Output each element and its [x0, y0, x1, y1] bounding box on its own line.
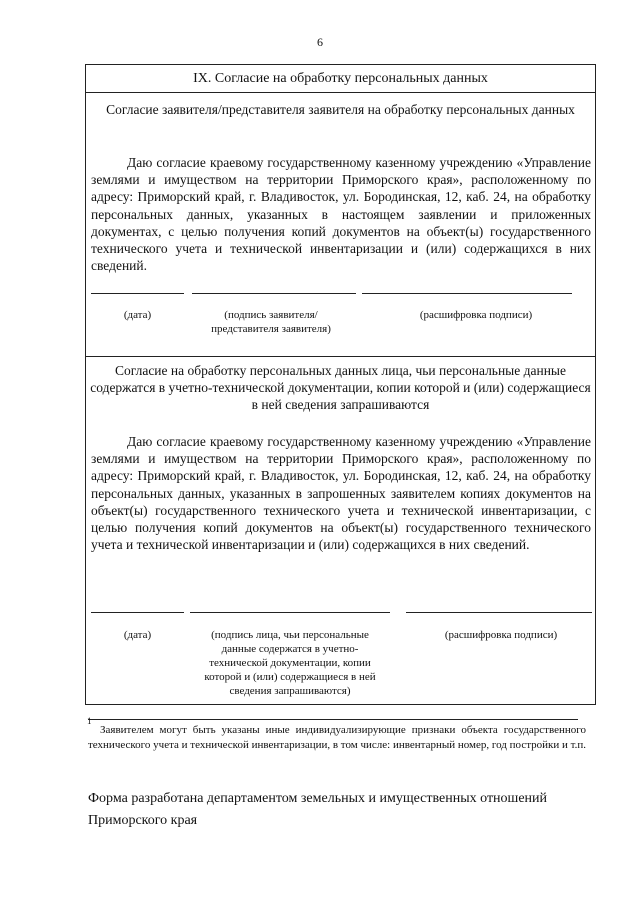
data-subject-consent-text	[91, 433, 591, 553]
applicant-consent-body: Даю согласие краевому государственному казенному учреждению «Управление землями и имуществом на территории Приморского края», расположенному по адресу: Приморский край, г. Владивосток, ул. Бородинская, 12, каб. 24, на обработку персональных данных, указанных в настоящем заявлении и приложенных документах, с целью получения копий документов на объект(ы) государственного технического учета и технической инвентаризации и (или) содержащихся в них сведений.	[91, 155, 591, 274]
page-number: 6	[317, 35, 323, 49]
consent-applicant-section	[85, 64, 596, 358]
signature-decode-line	[362, 293, 572, 294]
consent-data-subject-section	[85, 356, 596, 705]
applicant-consent-heading: Согласие заявителя/представителя заявителя на обработку персональных данных	[106, 102, 575, 117]
footnote-divider	[88, 719, 578, 720]
signature-line	[192, 293, 356, 294]
signature-label: (подпись лица, чьи персональные данные содержатся в учетно-технической документации, копии которой и (или) содержащиеся в ней сведения запрашиваются)	[204, 629, 376, 697]
signature-line	[190, 612, 390, 613]
signature-decode-line	[406, 612, 592, 613]
footnote-text: Заявителем могут быть указаны иные индивидуализирующие признаки объекта государственного технического учета и технической инвентаризации, в том числе: инвентарный номер, год постройки и т.п.	[88, 724, 587, 751]
footnote	[88, 723, 586, 752]
signature-decode-label: (расшифровка подписи)	[419, 309, 533, 321]
signature-label: (подпись заявителя/представителя заявителя)	[211, 309, 331, 335]
date-label: (дата)	[123, 309, 152, 321]
footnote-marker: 1	[87, 716, 92, 726]
form-developer-note: Форма разработана департаментом земельных и имущественных отношений Приморского края	[88, 791, 548, 828]
section-title: IX. Согласие на обработку персональных данных	[86, 65, 595, 93]
signature-decode-label: (расшифровка подписи)	[444, 629, 558, 641]
data-subject-consent-body: Даю согласие краевому государственному казенному учреждению «Управление землями и имуществом на территории Приморского края», расположенному по адресу: Приморский край, г. Владивосток, ул. Бородинская, 12, каб. 24, на обработку персональных данных, указанных в запрошенных заявителем копиях документов на объект(ы) государственного технического учета и технической инвентаризации, с целью получения копий документов на объект(ы) государственного технического учета и технической инвентаризации и (или) содержащихся в них сведений.	[91, 434, 591, 553]
date-line	[91, 293, 184, 294]
date-line	[91, 612, 184, 613]
date-label: (дата)	[123, 629, 152, 641]
data-subject-consent-heading: Согласие на обработку персональных данных лица, чьи персональные данные содержатся в учетно-технической документации, копии которой и (или) содержащиеся в ней сведения запрашиваются	[90, 363, 591, 412]
applicant-consent-text	[91, 154, 591, 274]
